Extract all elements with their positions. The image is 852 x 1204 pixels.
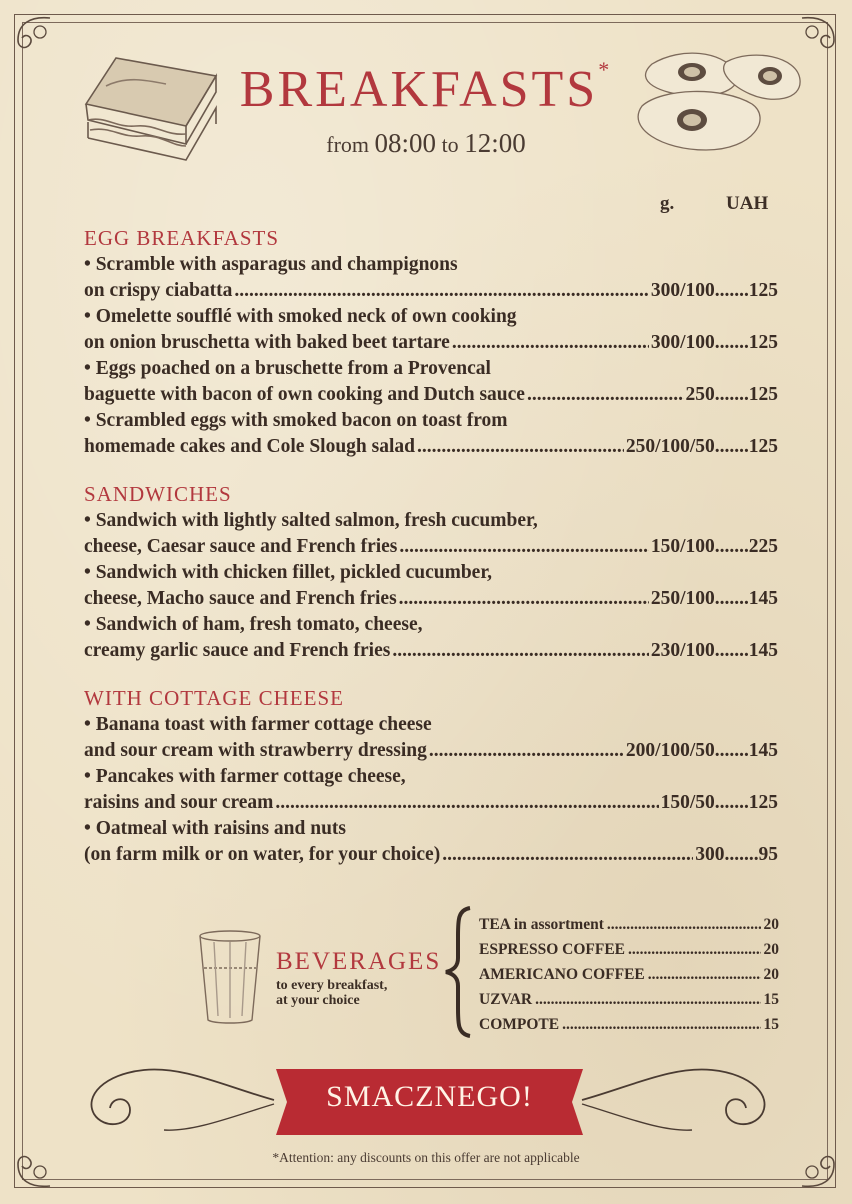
serving-hours — [0, 128, 852, 159]
item-weight: 150/50 — [660, 792, 715, 813]
beverage-price: 20 — [763, 966, 779, 983]
item-description: • Omelette soufflé with smoked neck of own cooking — [84, 306, 517, 327]
item-description: • Banana toast with farmer cottage cheese — [84, 714, 432, 735]
hours-to-label: to — [441, 132, 459, 157]
item-price: 125 — [748, 332, 778, 353]
item-description: cheese, Macho sauce and French fries — [84, 588, 397, 609]
menu-item — [84, 408, 778, 460]
beverages-subtitle-line: at your choice — [276, 993, 360, 1008]
menu-item — [84, 612, 778, 664]
item-description: • Oatmeal with raisins and nuts — [84, 818, 346, 839]
menu-item — [84, 304, 778, 356]
item-weight: 250/100 — [650, 588, 715, 609]
item-price: 125 — [748, 384, 778, 405]
beverage-price: 20 — [763, 916, 779, 933]
item-weight: 300 — [695, 844, 725, 865]
item-description: • Scrambled eggs with smoked bacon on toast from — [84, 410, 508, 431]
item-price: 125 — [748, 792, 778, 813]
beverage-price: 15 — [763, 1016, 779, 1033]
brace-icon — [444, 906, 474, 1038]
title-text: BREAKFASTS — [239, 61, 599, 118]
section-sandwiches — [84, 480, 778, 664]
menu-item — [84, 816, 778, 868]
item-price: 95 — [758, 844, 778, 865]
section-title: SANDWICHES — [84, 482, 232, 506]
section-cottage-cheese — [84, 684, 778, 868]
item-description: on crispy ciabatta — [84, 280, 233, 301]
beverage-name: TEA in assortment — [479, 916, 604, 933]
beverages-list — [479, 912, 779, 1037]
menu-item — [84, 252, 778, 304]
item-description: • Sandwich of ham, fresh tomato, cheese, — [84, 614, 423, 635]
item-weight: 150/100 — [650, 536, 715, 557]
beverage-name: UZVAR — [479, 991, 533, 1008]
item-price: 225 — [748, 536, 778, 557]
section-title: WITH COTTAGE CHEESE — [84, 686, 344, 710]
item-price: 145 — [748, 740, 778, 761]
page-title — [0, 57, 852, 120]
beverage-item — [479, 1012, 779, 1037]
item-price: 125 — [748, 436, 778, 457]
title-asterisk: * — [598, 57, 613, 82]
item-weight: 230/100 — [650, 640, 715, 661]
beverage-price: 20 — [763, 941, 779, 958]
item-description: • Eggs poached on a bruschette from a Provencal — [84, 358, 491, 379]
hours-end: 12:00 — [464, 128, 526, 158]
item-description: creamy garlic sauce and French fries — [84, 640, 391, 661]
corner-flourish-icon — [10, 10, 56, 56]
hours-from-label: from — [326, 132, 370, 157]
beverage-item — [479, 912, 779, 937]
beverages-subtitle — [276, 978, 387, 1008]
menu-item — [84, 356, 778, 408]
price-column-header: UAH — [726, 193, 769, 214]
item-description: and sour cream with strawberry dressing — [84, 740, 427, 761]
footnote: *Attention: any discounts on this offer are not applicable — [272, 1150, 580, 1165]
menu-item — [84, 712, 778, 764]
beverage-price: 15 — [763, 991, 779, 1008]
beverage-name: AMERICANO COFFEE — [479, 966, 645, 983]
item-description: baguette with bacon of own cooking and Dutch sauce — [84, 384, 525, 405]
menu-sections — [84, 224, 778, 868]
item-description: • Pancakes with farmer cottage cheese, — [84, 766, 406, 787]
item-price: 145 — [748, 588, 778, 609]
scroll-flourish-icon — [572, 1056, 792, 1142]
item-description: • Scramble with asparagus and champignons — [84, 254, 458, 275]
item-description: • Sandwich with chicken fillet, pickled cucumber, — [84, 562, 493, 583]
beverages-title: BEVERAGES — [276, 948, 442, 975]
weight-column-header: g. — [660, 193, 675, 214]
beverage-item — [479, 937, 779, 962]
item-weight: 250 — [685, 384, 715, 405]
scroll-flourish-icon — [64, 1056, 284, 1142]
menu-item — [84, 560, 778, 612]
menu-item — [84, 764, 778, 816]
beverages-subtitle-line: to every breakfast, — [276, 978, 388, 993]
beverage-name: ESPRESSO COFFEE — [479, 941, 625, 958]
hours-start: 08:00 — [374, 128, 437, 158]
beverage-item — [479, 962, 779, 987]
beverage-item — [479, 987, 779, 1012]
item-description: on onion bruschetta with baked beet tartare — [84, 332, 450, 353]
item-description: • Sandwich with lightly salted salmon, fresh cucumber, — [84, 510, 538, 531]
item-description: homemade cakes and Cole Slough salad — [84, 436, 416, 457]
section-title: EGG BREAKFASTS — [84, 226, 280, 250]
item-description: raisins and sour cream — [84, 792, 274, 813]
menu-item — [84, 508, 778, 560]
item-weight: 300/100 — [650, 332, 715, 353]
item-description: cheese, Caesar sauce and French fries — [84, 536, 398, 557]
banner-text: SMACZNEGO! — [326, 1080, 533, 1113]
beverage-name: COMPOTE — [479, 1016, 560, 1033]
item-description: (on farm milk or on water, for your choice) — [84, 844, 441, 865]
glass-illustration-icon — [194, 928, 266, 1026]
section-egg-breakfasts — [84, 224, 778, 460]
item-price: 145 — [748, 640, 778, 661]
item-price: 125 — [748, 280, 778, 301]
item-weight: 200/100/50 — [625, 740, 715, 761]
item-weight: 250/100/50 — [625, 436, 715, 457]
item-weight: 300/100 — [650, 280, 715, 301]
